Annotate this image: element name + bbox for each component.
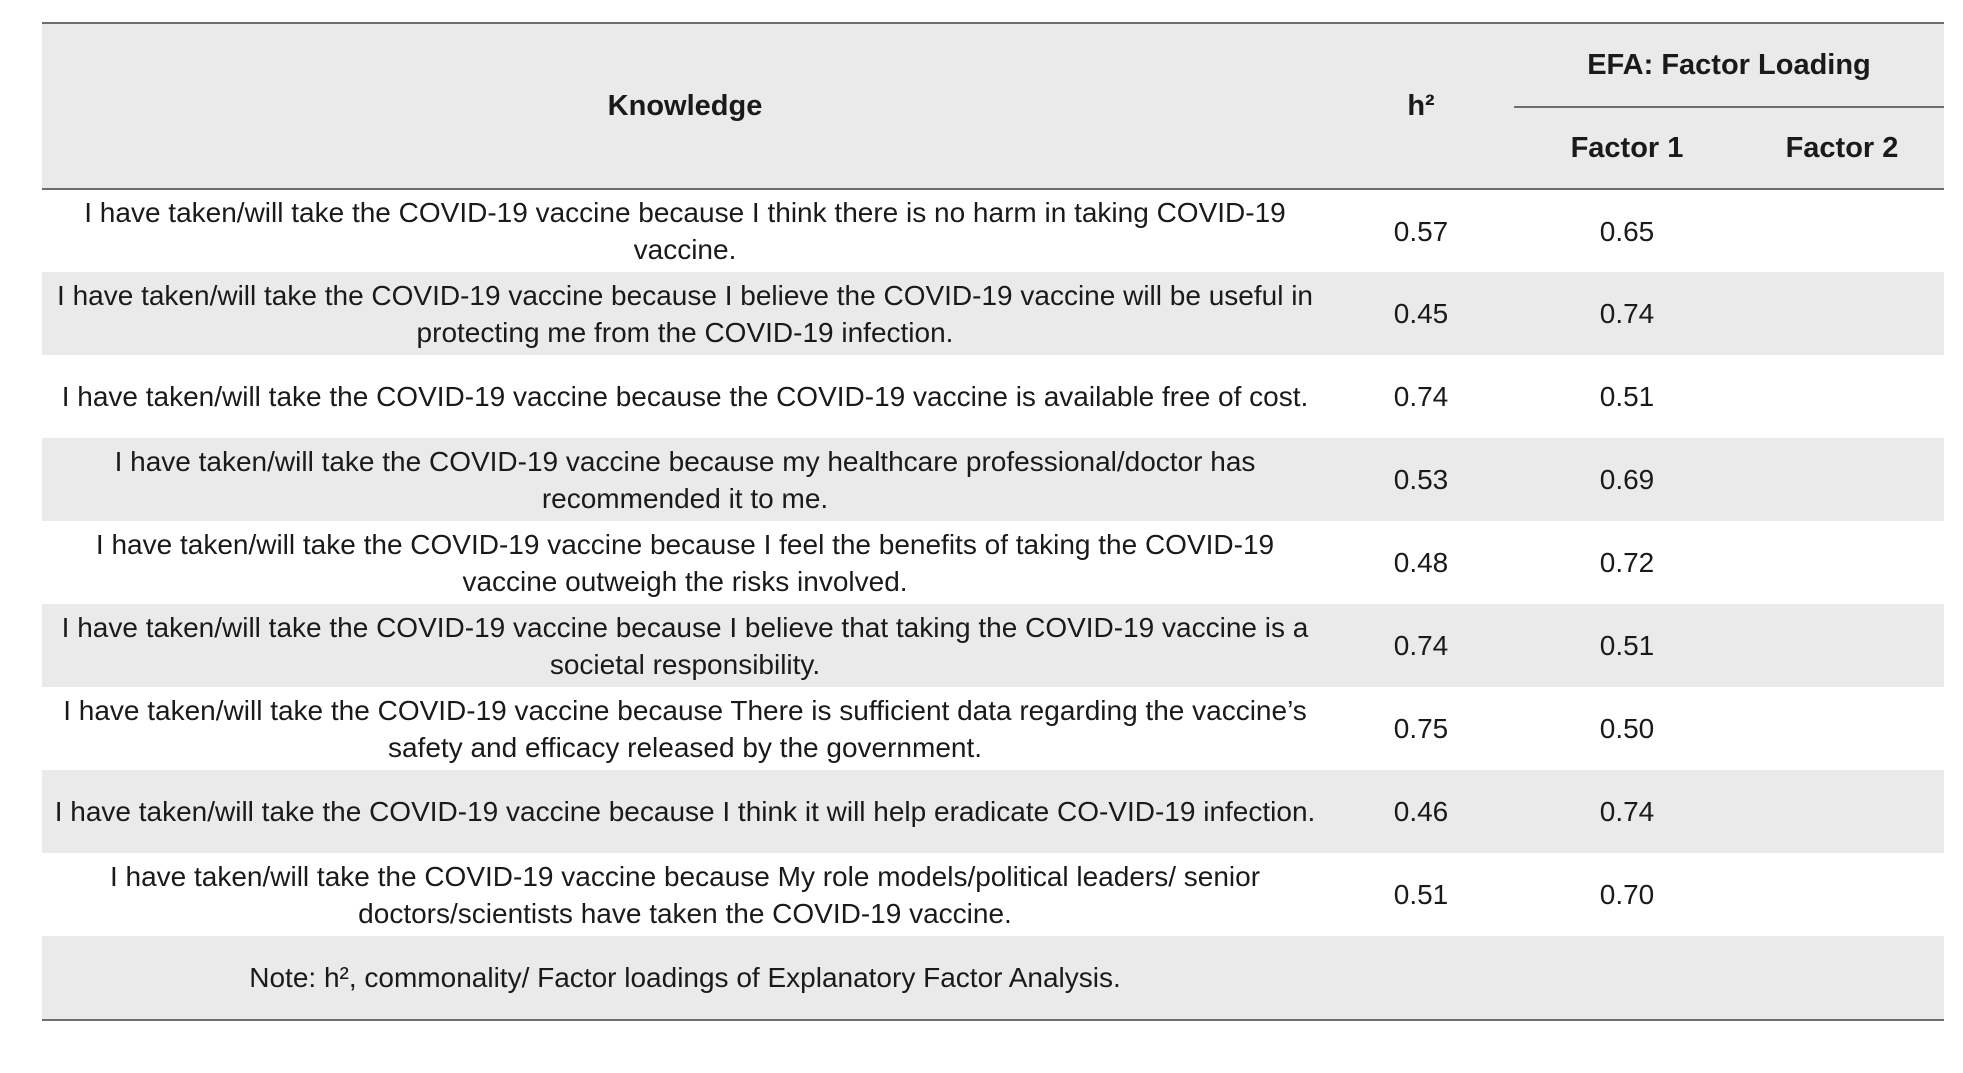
h2-value: 0.74 xyxy=(1393,630,1449,661)
factor-1-value: 0.74 xyxy=(1599,796,1655,827)
table-body xyxy=(42,189,1944,1020)
note-empty-cell xyxy=(1328,936,1514,1020)
factor-2-value xyxy=(1740,770,1944,853)
h2-value: 0.51 xyxy=(1393,879,1449,910)
item-statement: I have taken/will take the COVID-19 vaccine because my healthcare professional/doctor has recommended it to me. xyxy=(114,445,1256,514)
item-statement: I have taken/will take the COVID-19 vaccine because I believe the COVID-19 vaccine will be useful in protecting me from the COVID-19 infection. xyxy=(57,279,1313,348)
factor-2-value xyxy=(1740,853,1944,936)
table-row xyxy=(42,687,1944,770)
header-factor-2: Factor 2 xyxy=(1785,131,1899,164)
table-row xyxy=(42,770,1944,853)
item-statement: I have taken/will take the COVID-19 vaccine because I think it will help eradicate CO-VID-19 infection. xyxy=(54,796,1316,827)
h2-value: 0.46 xyxy=(1393,796,1449,827)
table-row xyxy=(42,604,1944,687)
factor-loading-table xyxy=(42,22,1944,1021)
note-empty-cell xyxy=(1514,936,1740,1020)
item-statement: I have taken/will take the COVID-19 vaccine because the COVID-19 vaccine is available free of cost. xyxy=(61,381,1309,412)
h2-value: 0.48 xyxy=(1393,547,1449,578)
h2-value: 0.57 xyxy=(1393,215,1449,247)
table-note-row xyxy=(42,936,1944,1020)
table-row xyxy=(42,272,1944,355)
h2-value: 0.75 xyxy=(1393,713,1449,744)
table-row xyxy=(42,355,1944,438)
factor-2-value xyxy=(1740,604,1944,687)
factor-1-value: 0.70 xyxy=(1599,879,1655,910)
table-row xyxy=(42,189,1944,272)
header-knowledge: Knowledge xyxy=(607,89,763,122)
table-row xyxy=(42,853,1944,936)
factor-2-value xyxy=(1740,355,1944,438)
table-header xyxy=(42,23,1944,189)
header-row-top xyxy=(42,23,1944,107)
table-row xyxy=(42,438,1944,521)
item-statement: I have taken/will take the COVID-19 vaccine because There is sufficient data regarding the vaccine’s safety and efficacy released by the government. xyxy=(63,694,1307,763)
factor-1-value: 0.72 xyxy=(1599,547,1655,578)
note-empty-cell xyxy=(1740,936,1944,1020)
factor-2-value xyxy=(1740,189,1944,272)
table-note: Note: h², commonality/ Factor loadings of Explanatory Factor Analysis. xyxy=(249,962,1121,993)
factor-2-value xyxy=(1740,687,1944,770)
factor-1-value: 0.69 xyxy=(1599,464,1655,495)
factor-2-value xyxy=(1740,521,1944,604)
factor-2-value xyxy=(1740,272,1944,355)
h2-value: 0.74 xyxy=(1393,381,1449,412)
factor-1-value: 0.51 xyxy=(1599,630,1655,661)
item-statement: I have taken/will take the COVID-19 vaccine because I think there is no harm in taking COVID-19 vaccine. xyxy=(84,197,1286,265)
item-statement: I have taken/will take the COVID-19 vaccine because I believe that taking the COVID-19 vaccine is a societal responsibility. xyxy=(61,611,1309,680)
header-h2: h² xyxy=(1407,89,1435,122)
factor-2-value xyxy=(1740,438,1944,521)
header-factor-1: Factor 1 xyxy=(1570,131,1684,164)
factor-1-value: 0.74 xyxy=(1599,298,1655,329)
factor-loading-table-container xyxy=(42,22,1944,1021)
item-statement: I have taken/will take the COVID-19 vaccine because My role models/political leaders/ senior doctors/scientists have taken the COVID-19 vaccine. xyxy=(109,860,1261,929)
factor-1-value: 0.50 xyxy=(1599,713,1655,744)
h2-value: 0.53 xyxy=(1393,464,1449,495)
factor-1-value: 0.65 xyxy=(1599,215,1655,247)
item-statement: I have taken/will take the COVID-19 vaccine because I feel the benefits of taking the COVID-19 vaccine outweigh the risks involved. xyxy=(95,528,1275,597)
h2-value: 0.45 xyxy=(1393,298,1449,329)
factor-1-value: 0.51 xyxy=(1599,381,1655,412)
table-row xyxy=(42,521,1944,604)
header-efa-factor-loading: EFA: Factor Loading xyxy=(1514,23,1944,107)
